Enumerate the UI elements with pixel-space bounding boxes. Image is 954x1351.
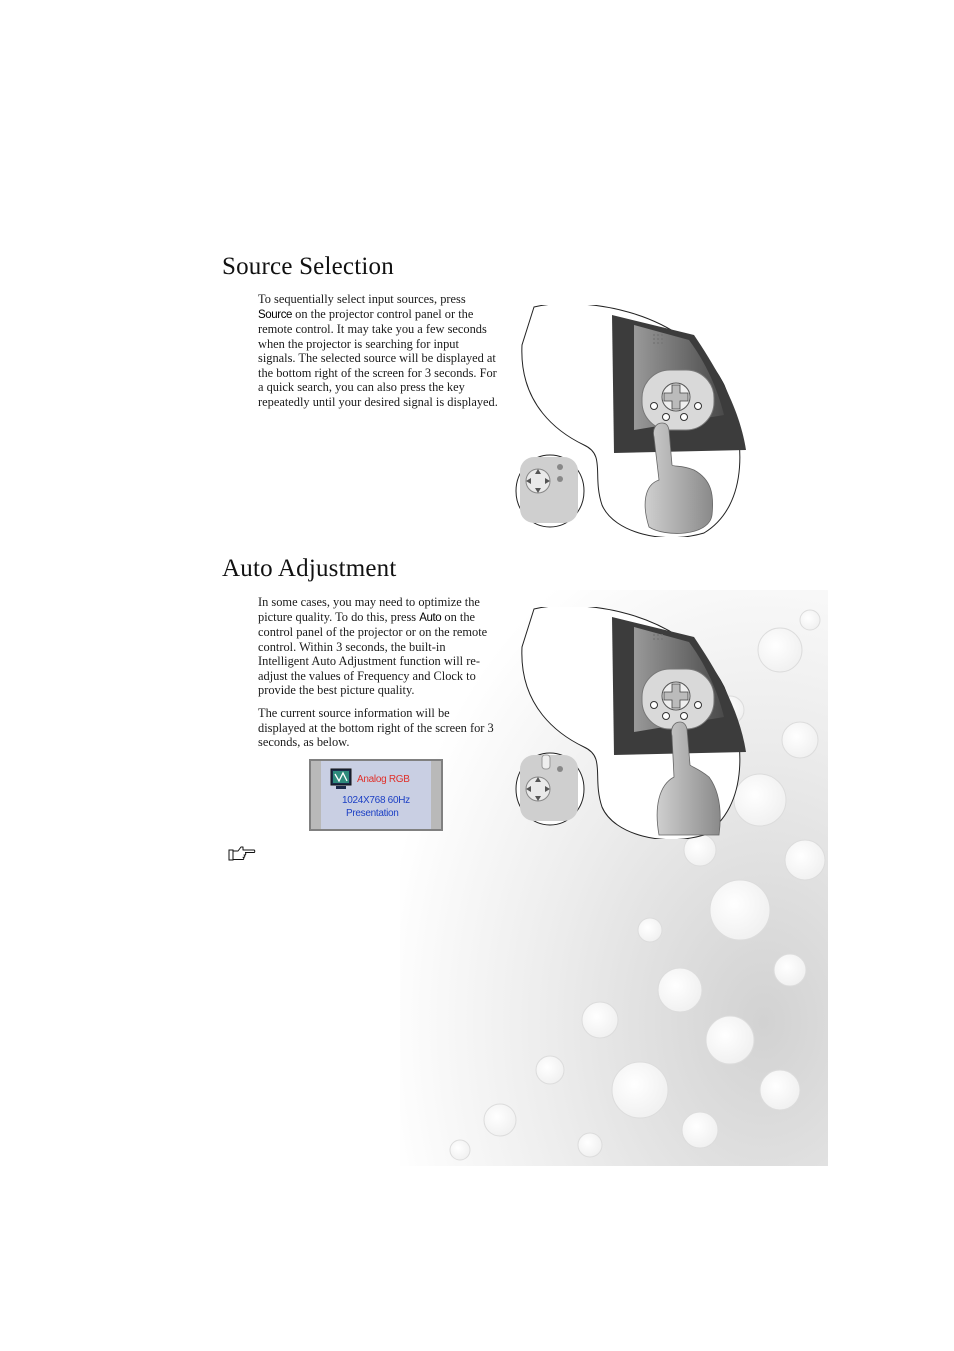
para-text: on the projector control panel or the remote control. It may take you a few seconds when the projector is searching for input signals. The selected source will be displayed at the bottom right of the screen for 3 seconds. For a quick search, you can also press the key repeatedly until your desired signal is displayed. [258, 306, 498, 409]
para-text: on the control panel of the projector or on the remote control. Within 3 seconds, the built-in Intelligent Auto Adjustment function will re-adjust the values of Frequency and Clock to provide the best picture quality. [258, 609, 488, 697]
projector-auto-button-illustration [514, 607, 750, 839]
source-selection-paragraph [258, 292, 498, 409]
osd-source-name: Analog RGB [357, 774, 410, 785]
projector-control-panel-illustration [514, 305, 750, 537]
pointing-hand-icon [228, 844, 256, 862]
signal-monitor-icon [330, 768, 352, 790]
para-text: In some cases, you may need to optimize the picture quality. To do this, press [258, 595, 480, 624]
source-key-label: Source [258, 308, 293, 321]
osd-resolution: 1024X768 60Hz [342, 795, 410, 806]
source-info-osd [309, 759, 443, 831]
source-info-paragraph: The current source information will be displayed at the bottom right of the screen for 3 seconds, as below. [258, 706, 494, 749]
section-heading-source-selection: Source Selection [222, 253, 394, 280]
section-heading-auto-adjustment: Auto Adjustment [222, 555, 397, 582]
osd-mode: Presentation [346, 808, 399, 819]
auto-key-label: Auto [419, 611, 442, 624]
auto-adjustment-paragraph [258, 595, 498, 698]
para-text: To sequentially select input sources, press [258, 292, 466, 306]
